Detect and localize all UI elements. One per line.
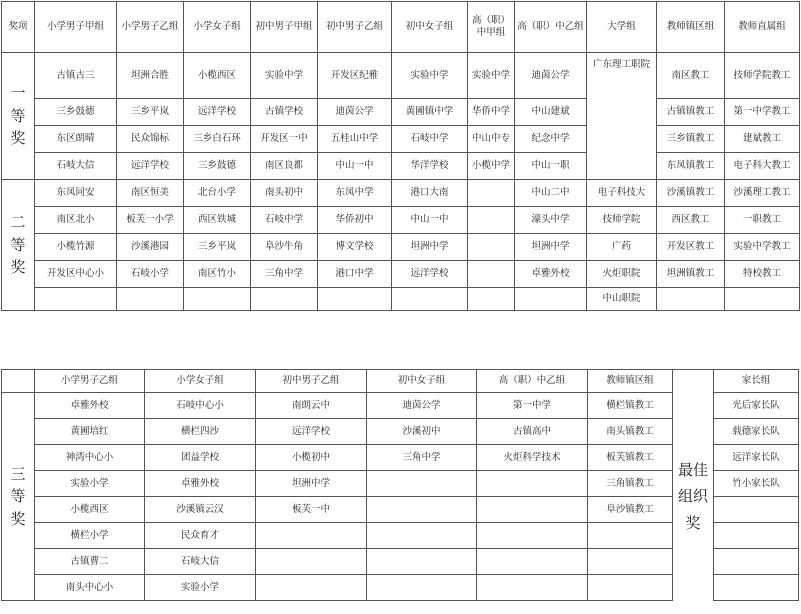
table-cell: 石岐中学 [392, 126, 468, 153]
table-cell: 古镇高中 [477, 419, 588, 445]
header-cell: 初中女子组 [392, 2, 468, 53]
table-cell: 技师学院 [587, 207, 657, 234]
table-row [2, 180, 800, 207]
table-cell [657, 288, 725, 311]
table-cell: 神湾中心小 [35, 445, 145, 471]
table-row [2, 261, 800, 288]
table-cell: 沙溪镇教工 [657, 180, 725, 207]
table-row [2, 99, 800, 126]
table-cell: 远洋学校 [184, 99, 251, 126]
header-cell: 小学男子乙组 [117, 2, 184, 53]
table-cell: 南区良都 [251, 153, 318, 180]
table-cell: 民众育才 [145, 523, 256, 549]
header-cell: 大学组 [587, 2, 657, 53]
table-row [2, 288, 800, 311]
table-cell: 三角镇教工 [588, 471, 673, 497]
table-cell: 纪念中学 [515, 126, 587, 153]
table-cell: 坦洲中学 [515, 234, 587, 261]
table-cell [477, 575, 588, 601]
awards-table-third [1, 369, 799, 601]
header-row [2, 370, 799, 393]
table-cell [588, 523, 673, 549]
table-cell: 黄圃培红 [35, 419, 145, 445]
header-cell: 小学男子乙组 [35, 370, 145, 393]
table-cell: 横栏小学 [35, 523, 145, 549]
header-cell [2, 370, 35, 393]
header-cell: 奖项 [2, 2, 35, 53]
table-cell: 卓雅外校 [35, 393, 145, 419]
table-cell [477, 549, 588, 575]
table-cell: 坦洲镇教工 [657, 261, 725, 288]
table-cell: 第一中学教工 [725, 99, 800, 126]
table-cell [468, 207, 515, 234]
table-cell [725, 288, 800, 311]
table-cell: 广东理工职院 [587, 53, 657, 180]
table-cell: 迪茵公学 [515, 53, 587, 99]
table-cell: 小榄竹源 [35, 234, 117, 261]
table-cell: 技师学院教工 [725, 53, 800, 99]
table-cell: 中山二中 [515, 180, 587, 207]
table-cell: 卓雅外校 [515, 261, 587, 288]
table-cell: 三乡白石环 [184, 126, 251, 153]
header-cell: 小学女子组 [184, 2, 251, 53]
table-cell [367, 575, 477, 601]
table-cell: 沙溪港园 [117, 234, 184, 261]
header-cell: 高（职）中甲组 [468, 2, 515, 53]
table-cell [318, 288, 392, 311]
table-cell: 五桂山中学 [318, 126, 392, 153]
table-cell: 载德家长队 [714, 419, 799, 445]
second-prize-label: 二等奖 [2, 180, 35, 311]
table-cell: 阜沙牛角 [251, 234, 318, 261]
table-cell [367, 523, 477, 549]
table-cell: 三乡鼓德 [184, 153, 251, 180]
table-cell: 三乡平岚 [117, 99, 184, 126]
table-cell: 华洋学校 [392, 153, 468, 180]
table-cell: 中山中专 [468, 126, 515, 153]
table-cell: 东凤同安 [35, 180, 117, 207]
header-cell [673, 370, 714, 393]
table-cell: 博文学校 [318, 234, 392, 261]
table-cell: 西区铁城 [184, 207, 251, 234]
table-cell: 沙溪镇云汉 [145, 497, 256, 523]
table-cell: 实验中学 [392, 53, 468, 99]
table-cell: 实验中学 [468, 53, 515, 99]
table-cell [477, 497, 588, 523]
table-row [2, 234, 800, 261]
table-cell [468, 234, 515, 261]
table-cell: 古镇古三 [35, 53, 117, 99]
table-cell: 南头中心小 [35, 575, 145, 601]
table-cell: 开发区纪雅 [318, 53, 392, 99]
table-cell [256, 523, 367, 549]
table-cell: 小榄西区 [35, 497, 145, 523]
table-cell [714, 523, 799, 549]
table-cell: 阜沙镇教工 [588, 497, 673, 523]
table-cell: 南头初中 [251, 180, 318, 207]
table-cell [184, 288, 251, 311]
table-row [2, 53, 800, 99]
table-cell: 团益学校 [145, 445, 256, 471]
table-cell [468, 261, 515, 288]
table-cell [256, 575, 367, 601]
table-cell: 沙溪初中 [367, 419, 477, 445]
table-cell: 远洋学校 [256, 419, 367, 445]
table-cell [515, 288, 587, 311]
table-cell [35, 288, 117, 311]
table-row [2, 153, 800, 180]
table-cell: 三乡鼓德 [35, 99, 117, 126]
table-cell: 远洋学校 [117, 153, 184, 180]
table-cell: 南区教工 [657, 53, 725, 99]
table-row [2, 207, 800, 234]
table-cell: 实验小学 [35, 471, 145, 497]
table-cell: 三乡镇教工 [657, 126, 725, 153]
table-cell [256, 549, 367, 575]
table-cell: 横栏镇教工 [588, 393, 673, 419]
table-cell: 华侨初中 [318, 207, 392, 234]
table-cell: 开发区教工 [657, 234, 725, 261]
table-cell [251, 288, 318, 311]
header-cell: 初中男子甲组 [251, 2, 318, 53]
table-cell [477, 523, 588, 549]
table-cell: 火炬科学技术 [477, 445, 588, 471]
table-cell: 远洋学校 [392, 261, 468, 288]
table-cell: 开发区中心小 [35, 261, 117, 288]
table-cell: 濠头中学 [515, 207, 587, 234]
header-row [2, 2, 800, 53]
table-cell: 坦洲中学 [392, 234, 468, 261]
table-cell [714, 497, 799, 523]
table-cell: 板芙一中 [256, 497, 367, 523]
table-cell: 中山建斌 [515, 99, 587, 126]
table-cell: 光后家长队 [714, 393, 799, 419]
table-cell: 港口中学 [318, 261, 392, 288]
table-cell [714, 575, 799, 601]
table-cell [117, 288, 184, 311]
table-cell: 石岐大信 [145, 549, 256, 575]
table-cell: 广药 [587, 234, 657, 261]
table-cell: 火炬职院 [587, 261, 657, 288]
table-cell: 第一中学 [477, 393, 588, 419]
table-cell: 电子科大教工 [725, 153, 800, 180]
table-cell [392, 288, 468, 311]
header-cell: 教师直属组 [725, 2, 800, 53]
table-cell [367, 471, 477, 497]
table-cell: 坦洲中学 [256, 471, 367, 497]
table-cell: 古镇曹二 [35, 549, 145, 575]
table-cell: 三角中学 [251, 261, 318, 288]
table-cell: 小榄初中 [256, 445, 367, 471]
header-cell: 初中男子乙组 [256, 370, 367, 393]
table-cell: 中山一中 [318, 153, 392, 180]
table-cell: 东区朗晴 [35, 126, 117, 153]
table-cell [367, 549, 477, 575]
table-cell: 建斌教工 [725, 126, 800, 153]
table-cell: 黄圃镇中学 [392, 99, 468, 126]
table-cell: 三乡平岚 [184, 234, 251, 261]
header-cell: 初中男子乙组 [318, 2, 392, 53]
table-cell: 港口大南 [392, 180, 468, 207]
table-cell: 华侨中学 [468, 99, 515, 126]
table-cell: 板芙一小学 [117, 207, 184, 234]
table-cell: 南区竹小 [184, 261, 251, 288]
table-row [2, 393, 799, 419]
table-cell: 沙溪理工教工 [725, 180, 800, 207]
table-cell: 民众锦标 [117, 126, 184, 153]
table-cell: 一职教工 [725, 207, 800, 234]
table-cell: 电子科技大 [587, 180, 657, 207]
table-cell [468, 288, 515, 311]
table-cell: 实验中学教工 [725, 234, 800, 261]
header-cell: 高（职）中乙组 [515, 2, 587, 53]
best-organization-award-label: 最佳组织奖 [673, 393, 714, 601]
table-cell [714, 549, 799, 575]
table-cell: 南区北小 [35, 207, 117, 234]
table-cell [367, 497, 477, 523]
table-cell: 坦洲合胜 [117, 53, 184, 99]
table-cell: 古镇学校 [251, 99, 318, 126]
table-cell: 中山一职 [515, 153, 587, 180]
table-cell: 特校教工 [725, 261, 800, 288]
table-cell: 迪茵公学 [318, 99, 392, 126]
table-cell: 石岐中心小 [145, 393, 256, 419]
table-cell: 石岐小学 [117, 261, 184, 288]
header-cell: 小学女子组 [145, 370, 256, 393]
table-cell: 迪茵公学 [367, 393, 477, 419]
table-cell: 北台小学 [184, 180, 251, 207]
table-cell [477, 471, 588, 497]
header-cell: 初中女子组 [367, 370, 477, 393]
table-cell: 石岐中学 [251, 207, 318, 234]
table-cell: 南区恒美 [117, 180, 184, 207]
header-cell: 教师镇区组 [588, 370, 673, 393]
table-cell: 远洋家长队 [714, 445, 799, 471]
header-cell: 教师镇区组 [657, 2, 725, 53]
table-cell: 卓雅外校 [145, 471, 256, 497]
table-cell: 开发区一中 [251, 126, 318, 153]
table-cell: 实验小学 [145, 575, 256, 601]
table-cell: 中山职院 [587, 288, 657, 311]
table-cell: 石岐大信 [35, 153, 117, 180]
table-cell: 南头镇教工 [588, 419, 673, 445]
header-cell: 高（职）中乙组 [477, 370, 588, 393]
table-cell: 东凤中学 [318, 180, 392, 207]
table-cell: 三角中学 [367, 445, 477, 471]
table-cell: 中山一中 [392, 207, 468, 234]
header-cell: 家长组 [714, 370, 799, 393]
table-cell: 竹小家长队 [714, 471, 799, 497]
awards-table-first-second [1, 1, 800, 311]
table-row [2, 126, 800, 153]
table-cell: 小榄中学 [468, 153, 515, 180]
table-cell: 板芙镇教工 [588, 445, 673, 471]
table-cell: 东凤镇教工 [657, 153, 725, 180]
header-cell: 小学男子甲组 [35, 2, 117, 53]
table-cell: 古镇镇教工 [657, 99, 725, 126]
table-cell: 小榄西区 [184, 53, 251, 99]
third-prize-label: 三等奖 [2, 393, 35, 601]
first-prize-label: 一等奖 [2, 53, 35, 180]
table-cell: 横栏四沙 [145, 419, 256, 445]
table-cell: 实验中学 [251, 53, 318, 99]
table-cell [588, 575, 673, 601]
table-cell: 南朗云中 [256, 393, 367, 419]
table-cell [588, 549, 673, 575]
table-cell [468, 180, 515, 207]
table-cell: 西区教工 [657, 207, 725, 234]
